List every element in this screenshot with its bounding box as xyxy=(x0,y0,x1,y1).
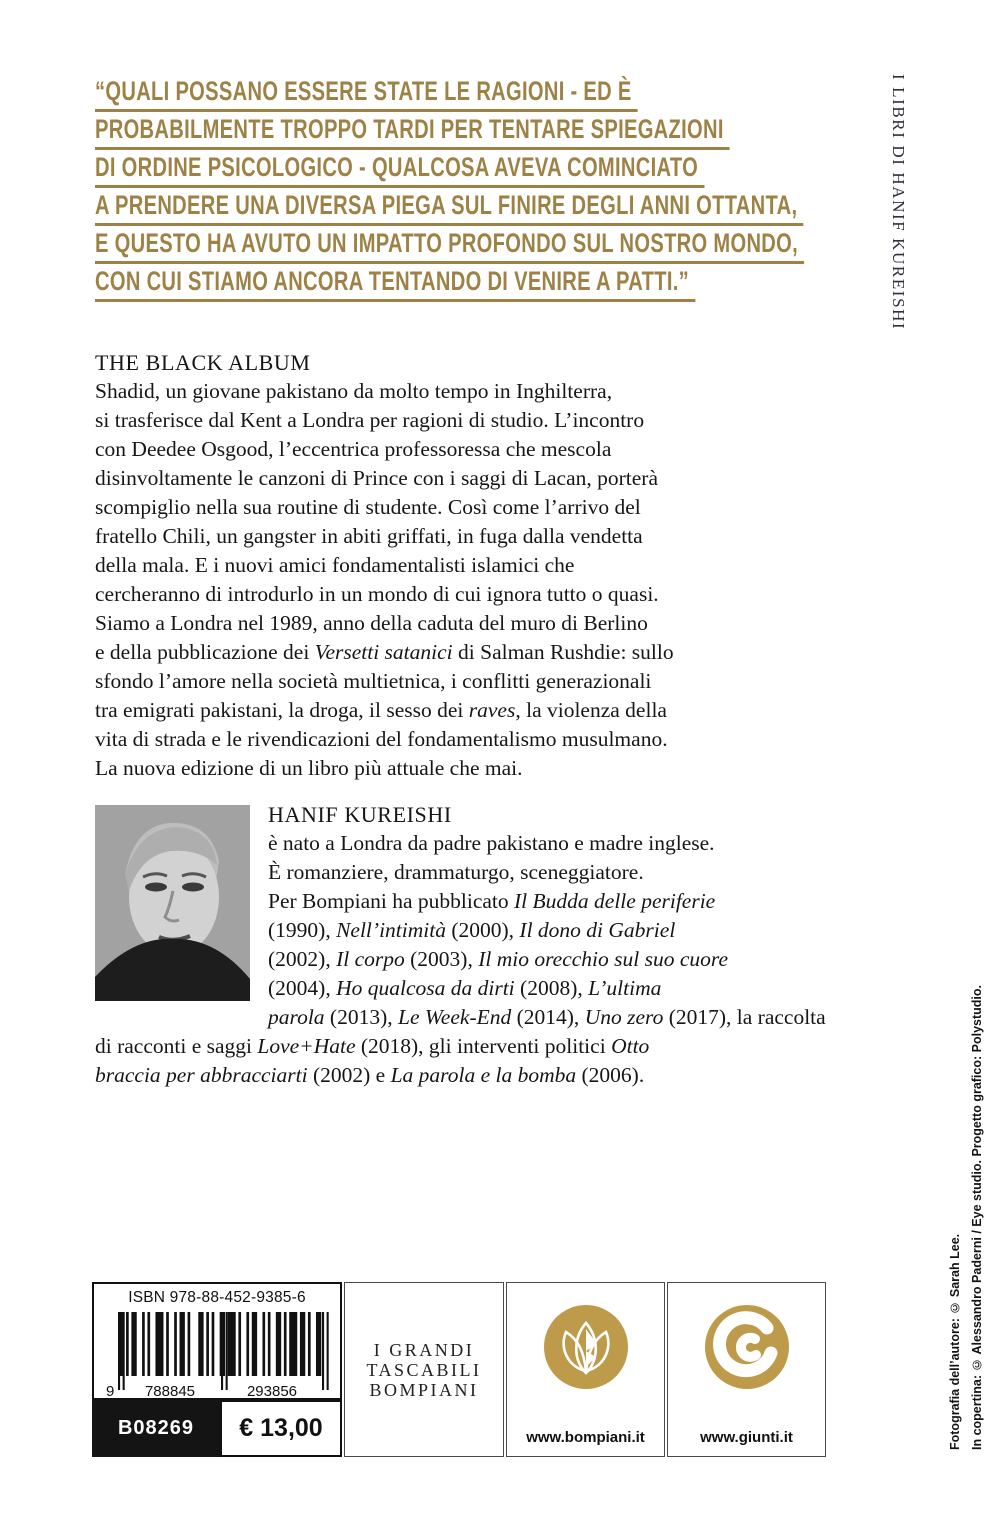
barcode-digits-group1: 788845 xyxy=(144,1383,196,1398)
pull-quote-line: “QUALI POSSANO ESSERE STATE LE RAGIONI - ED È xyxy=(95,76,1000,114)
author-portrait-graphic xyxy=(95,805,250,1001)
bompiani-panel xyxy=(506,1282,665,1457)
series-line: BOMPIANI xyxy=(369,1379,479,1400)
credit-photographer: Fotografia dell’autore: © Sarah Lee. xyxy=(948,1233,962,1450)
giunti-url: www.giunti.it xyxy=(700,1429,793,1446)
edition-code-badge xyxy=(92,1400,220,1457)
giunti-panel xyxy=(667,1282,826,1457)
barcode-panel xyxy=(92,1282,342,1400)
series-line: I GRANDI xyxy=(373,1339,475,1360)
synopsis-section xyxy=(95,348,877,783)
pull-quote-line: CON CUI STIAMO ANCORA TENTANDO DI VENIRE A PATTI.” xyxy=(95,266,1000,304)
bompiani-logo-icon xyxy=(544,1305,628,1389)
giunti-logo-icon xyxy=(705,1305,789,1389)
barcode-digits-group2: 293856 xyxy=(246,1383,298,1398)
pull-quote-line: A PRENDERE UNA DIVERSA PIEGA SUL FINIRE DEGLI ANNI OTTANTA, xyxy=(95,190,1000,228)
edition-code: B08269 xyxy=(117,1417,195,1439)
book-title: THE BLACK ALBUM xyxy=(95,350,311,375)
synopsis-text: Shadid, un giovane pakistano da molto tempo in Inghilterra, si trasferisce dal Kent a Londra per ragioni di studio. L’incontro con Deedee Osgood, l’eccentrica professoressa che mescola disinvoltamente le canzoni di Prince con i saggi di Lacan, porterà scompiglio nella sua routine di studente. Così come l’arrivo del fratello Chili, un gangster in abiti griffati, in fuga dalla vendetta della mala. E i nuovi amici fondamentalisti islamici che cercheranno di introdurlo in un mondo di cui ignora tutto o quasi. Siamo a Londra nel 1989, anno della caduta del muro di Berlino e della pubblicazione dei Versetti satanici di Salman Rushdie: sullo sfondo l’amore nella società multietnica, i conflitti generazionali tra emigrati pakistani, la droga, il sesso dei raves, la violenza della vita di strada e le rivendicazioni del fondamentalismo musulmano. La nuova edizione di un libro più attuale che mai. xyxy=(95,379,674,780)
pull-quote-line: DI ORDINE PSICOLOGICO - QUALCOSA AVEVA COMINCIATO xyxy=(95,152,1000,190)
bompiani-url: www.bompiani.it xyxy=(526,1429,645,1446)
price: € 13,00 xyxy=(239,1414,323,1442)
author-bio-section xyxy=(95,800,877,1090)
pull-quote-line: PROBABILMENTE TROPPO TARDI PER TENTARE SPIEGAZIONI xyxy=(95,114,1000,152)
pull-quote xyxy=(95,76,1000,304)
pull-quote-line: E QUESTO HA AVUTO UN IMPATTO PROFONDO SUL NOSTRO MONDO, xyxy=(95,228,1000,266)
series-panel xyxy=(344,1282,504,1457)
photo-credits xyxy=(944,945,988,1450)
series-line: TASCABILI xyxy=(366,1359,482,1380)
author-name: HANIF KUREISHI xyxy=(268,802,452,827)
price-badge xyxy=(220,1400,342,1457)
isbn-label: ISBN 978-88-452-9385-6 xyxy=(128,1289,306,1306)
ean-barcode xyxy=(104,1310,332,1398)
spine-series-label: I LIBRI DI HANIF KUREISHI xyxy=(889,74,908,331)
author-photo xyxy=(95,805,250,1001)
barcode-digit-left: 9 xyxy=(106,1383,115,1398)
author-bio-text: è nato a Londra da padre pakistano e madre inglese. È romanziere, drammaturgo, sceneggiatore. Per Bompiani ha pubblicato Il Budda delle periferie (1990), Nell’intimità (2000), Il dono di Gabriel (2002), Il corpo (2003), Il mio orecchio sul suo cuore (2004), Ho qualcosa da dirti (2008), L’ultima parola (2013), Le Week-End (2014), Uno zero (2017), la raccolta di racconti e saggi Love+Hate (2018), gli interventi politici Otto braccia per abbracciarti (2002) e La parola e la bomba (2006). xyxy=(95,831,826,1087)
credit-cover-design: In copertina: © Alessandro Paderni / Eye studio. Progetto grafico: Polystudio. xyxy=(970,985,984,1450)
